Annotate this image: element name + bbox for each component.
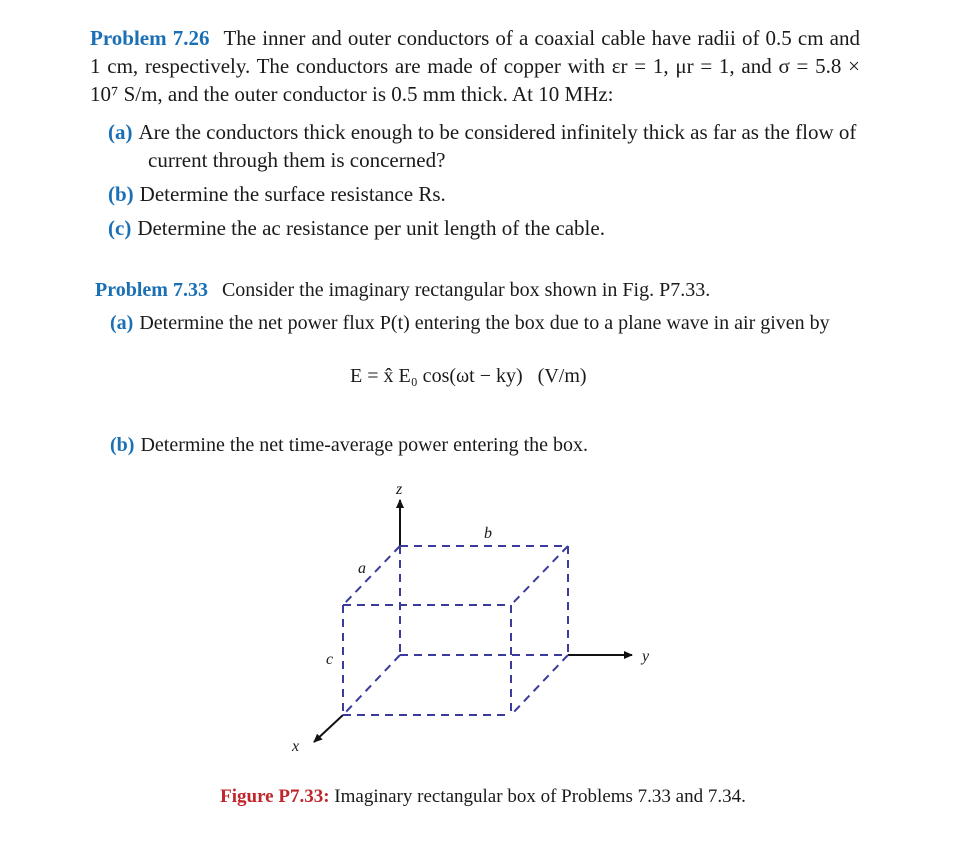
problem-7-33-title: Problem 7.33 [95, 279, 208, 301]
figure-caption-text: Imaginary rectangular box of Problems 7.33 and 7.34. [334, 786, 746, 807]
dim-label-c: c [326, 651, 334, 668]
part-label: (b) [108, 182, 134, 206]
part-text: Are the conductors thick enough to be considered infinitely thick as far as the flow of current through them is concerned? [138, 120, 857, 172]
part-label: (c) [108, 216, 132, 240]
axis-label-y: y [642, 648, 650, 665]
dim-label-b: b [484, 525, 492, 542]
part-text: Determine the surface resistance Rs. [139, 182, 446, 206]
part-label: (b) [110, 434, 135, 456]
box-edge [343, 546, 400, 605]
part-text: Determine the ac resistance per unit length of the cable. [137, 216, 605, 240]
box-edge [343, 655, 400, 715]
axis-label-z: z [396, 481, 403, 498]
problem-7-26-title: Problem 7.26 [90, 26, 210, 50]
part-text: Determine the net time-average power entering the box. [140, 434, 589, 456]
x-axis [314, 715, 343, 742]
part-label: (a) [108, 120, 133, 144]
box-edge [511, 655, 568, 715]
figure-caption-label: Figure P7.33: [220, 786, 330, 807]
figure-caption [0, 786, 966, 808]
problem-7-26-text: The inner and outer conductors of a coaxial cable have radii of 0.5 cm and 1 cm, respectively. The conductors are made of copper with εr = 1, μr = 1, and σ = 5.8 × 10⁷ S/m, and the outer conductor is 0.5 mm thick. At 10 MHz: [90, 26, 860, 106]
part-text: Determine the net power flux P(t) entering the box due to a plane wave in air given by [139, 312, 830, 334]
axis-label-x: x [292, 738, 300, 755]
dim-label-a: a [358, 560, 366, 577]
part-label: (a) [110, 312, 134, 334]
box-edge [511, 546, 568, 605]
problem-7-33-text: Consider the imaginary rectangular box shown in Fig. P7.33. [221, 279, 711, 301]
equation-e-field: E = x̂ E₀ cos(ωt − ky) (V/m) [350, 365, 587, 387]
